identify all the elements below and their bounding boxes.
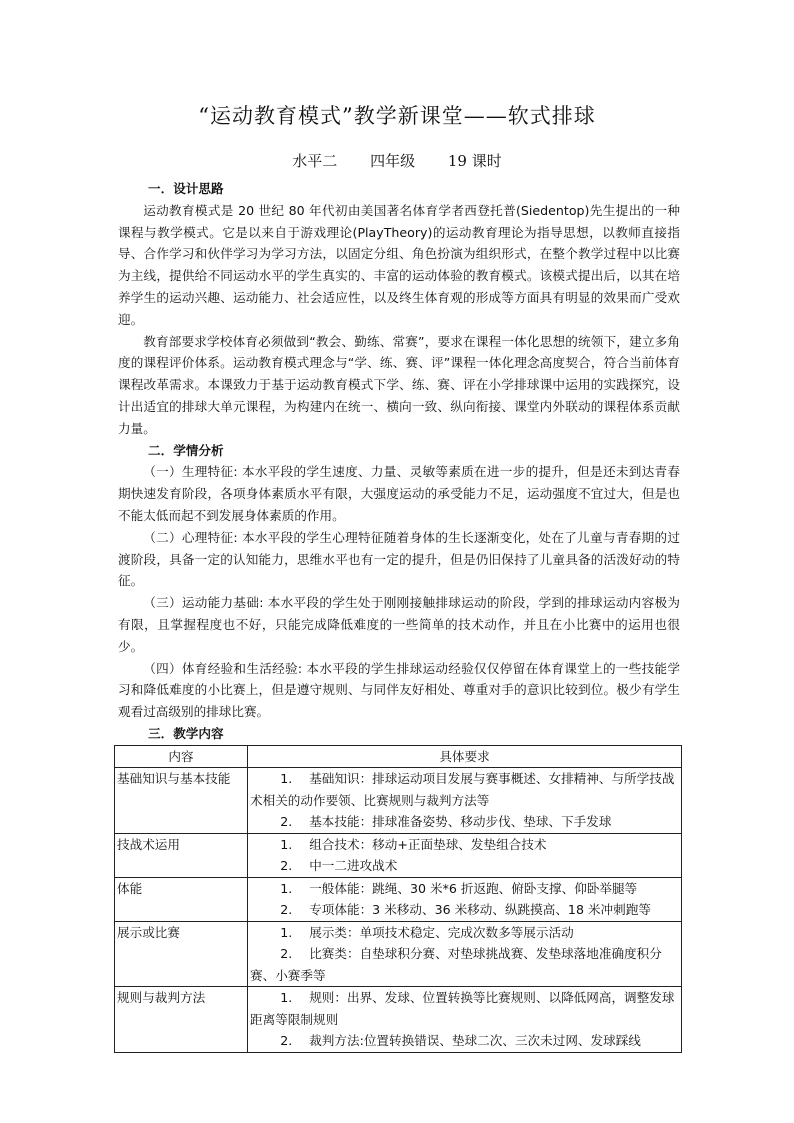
- paragraph: （一）生理特征: 本水平段的学生速度、力量、灵敏等素质在进一步的提升，但是还未到达青春期快速发育阶段，各项身体素质水平有限，大强度运动的承受能力不足，运动强度不宜过大，但是也不能太低而起不到发展身体素质的作用。: [118, 464, 680, 523]
- table-cell-category: 展示或比赛: [115, 921, 248, 987]
- requirement-item: 1. 规则：出界、发球、位置转换等比赛规则、以降低网高，调整发球距离等限制规则: [250, 990, 675, 1027]
- lesson-count-label: 19 课时: [447, 152, 502, 170]
- table-cell-category: 技战术运用: [115, 833, 248, 877]
- section-heading-content: 三．教学内容: [148, 725, 224, 741]
- table-cell-requirements: [248, 833, 682, 877]
- section-heading-design: 一．设计思路: [148, 181, 224, 196]
- table-row: [115, 921, 682, 987]
- section-heading-analysis: 二．学情分析: [148, 442, 224, 458]
- table-row: [115, 768, 682, 834]
- requirement-item: 2. 基本技能：排球准备姿势、移动步伐、垫球、下手发球: [280, 814, 612, 830]
- table-header-content: 内容: [115, 745, 248, 768]
- document-title: “运动教育模式”教学新课堂——软式排球: [198, 104, 596, 128]
- document-subtitle: [0, 150, 794, 171]
- teaching-content-table: [114, 745, 682, 1053]
- table-cell-requirements: [248, 921, 682, 987]
- table-cell-category: 基础知识与基本技能: [115, 768, 248, 834]
- table-row: [115, 987, 682, 1053]
- level-label: 水平二: [292, 152, 338, 170]
- table-row: [115, 833, 682, 877]
- table-header-requirements: 具体要求: [248, 745, 682, 768]
- table-header-row: [115, 745, 682, 768]
- grade-label: 四年级: [370, 152, 416, 170]
- paragraph: （四）体育经验和生活经验: 本水平段的学生排球运动经验仅仅停留在体育课堂上的一些技能学习和降低难度的小比赛上，但是遵守规则、与同伴友好相处、尊重对手的意识比较到位。极少有学生观看过高级别的排球比赛。: [118, 660, 680, 720]
- paragraph: （二）心理特征: 本水平段的学生心理特征随着身体的生长逐渐变化，处在了儿童与青春期的过渡阶段，具备一定的认知能力，思维水平也有一定的提升，但是仍旧保持了儿童具备的活泼好动的特征。: [118, 529, 680, 589]
- requirement-item: 2. 比赛类：自垫球积分赛、对垫球挑战赛、发垫球落地准确度积分赛、小赛季等: [250, 946, 662, 983]
- requirement-item: 2. 中一二进攻战术: [280, 858, 398, 874]
- requirement-item: 2. 专项体能：3 米移动、36 米移动、纵跳摸高、18 米冲刺跑等: [280, 902, 651, 918]
- table-row: [115, 877, 682, 921]
- table-cell-requirements: [248, 768, 682, 834]
- table-cell-requirements: [248, 987, 682, 1053]
- paragraph: 教育部要求学校体育必须做到“教会、勤练、常赛”，要求在课程一体化思想的统领下，建立多角度的课程评价体系。运动教育模式理念与“学、练、赛、评”课程一体化理念高度契合，符合当前体育课程改革需求。本课致力于基于运动教育模式下学、练、赛、评在小学排球课中运用的实践探究，设计出适宜的排球大单元课程，为构建内在统一、横向一致、纵向衔接、课堂内外联动的课程体系贡献力量。: [118, 333, 680, 436]
- requirement-item: 1. 一般体能：跳绳、30 米*6 折返跑、俯卧支撑、仰卧举腿等: [280, 880, 638, 896]
- table-cell-category: 体能: [115, 877, 248, 921]
- table-cell-category: 规则与裁判方法: [115, 987, 248, 1053]
- requirement-item: 1. 展示类：单项技术稳定、完成次数多等展示活动: [280, 924, 574, 940]
- requirement-item: 2. 裁判方法:位置转换错误、垫球二次、三次未过网、发球踩线: [280, 1033, 641, 1049]
- requirement-item: 1. 组合技术：移动+正面垫球、发垫组合技术: [280, 836, 547, 852]
- paragraph: 运动教育模式是 20 世纪 80 年代初由美国著名体育学者西登托普(Siedentop)先生提出的一种课程与教学模式。它是以来自于游戏理论(PlayTheory)的运动教育理论为指导思想，以教师直接指导、合作学习和伙伴学习为学习方法，以固定分组、角色扮演为组织形式，在整个教学过程中以比赛为主线，提供给不同运动水平的学生真实的、丰富的运动体验的教育模式。该模式提出后，以其在培养学生的运动兴趣、运动能力、社会适应性，以及终生体育观的形成等方面具有明显的效果而广受欢迎。: [118, 202, 680, 327]
- requirement-item: 1. 基础知识：排球运动项目发展与赛事概述、女排精神、与所学技战术相关的动作要领、比赛规则与裁判方法等: [250, 771, 675, 808]
- table-cell-requirements: [248, 877, 682, 921]
- document-body: [118, 178, 680, 1053]
- paragraph: （三）运动能力基础: 本水平段的学生处于刚刚接触排球运动的阶段，学到的排球运动内容极为有限，且掌握程度也不好，只能完成降低难度的一些简单的技术动作，并且在小比赛中的运用也很少。: [118, 595, 680, 654]
